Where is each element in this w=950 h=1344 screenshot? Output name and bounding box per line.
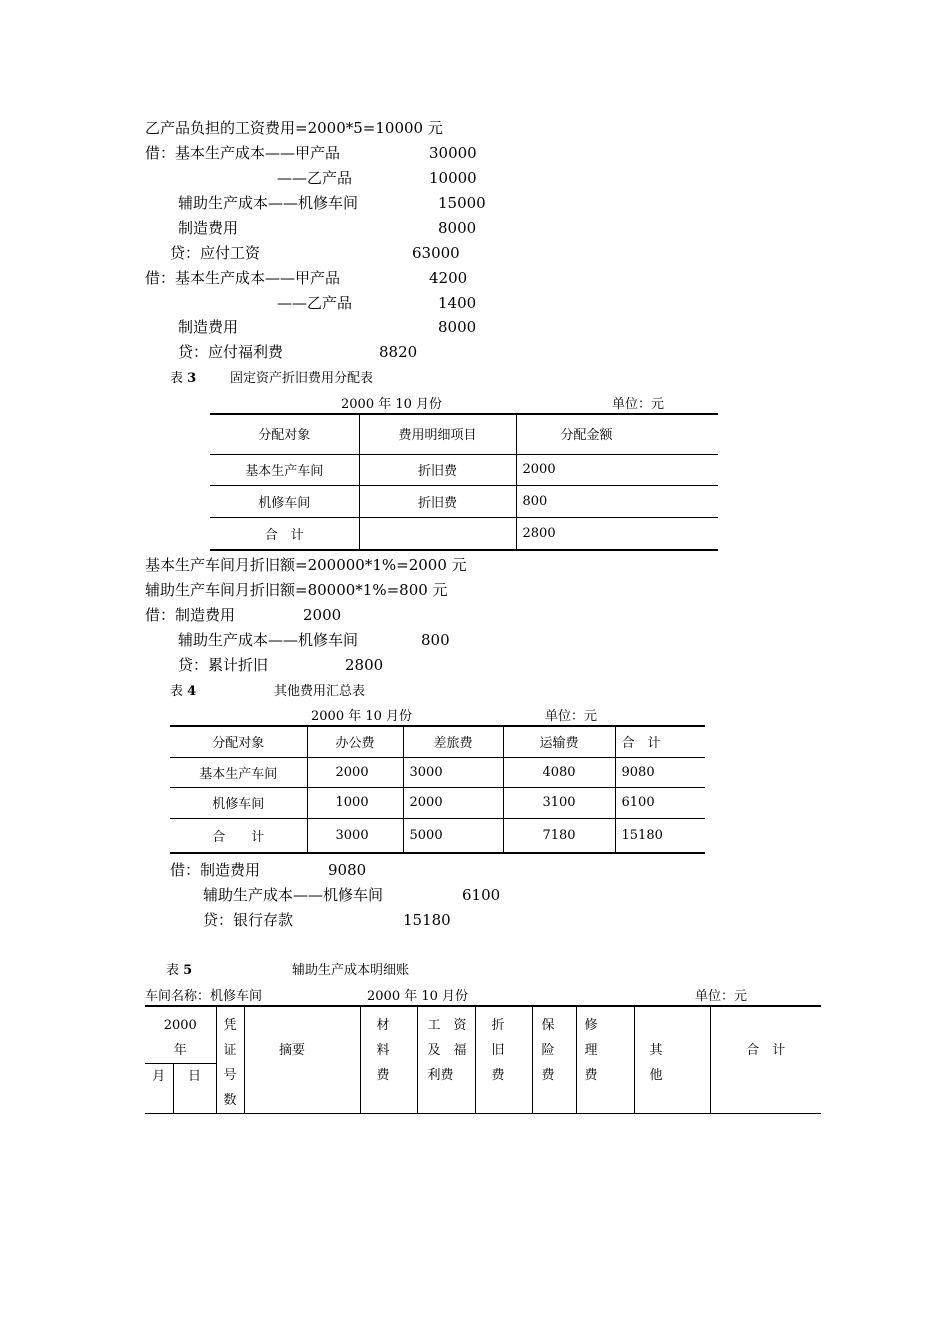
depreciation-header (475, 1006, 532, 1114)
table-row (170, 787, 705, 818)
column-header: 办公费 (307, 726, 403, 757)
column-header: 分配对象 (258, 428, 311, 443)
entry-account: ——乙产品 (277, 169, 353, 187)
month-header: 月 (145, 1064, 173, 1114)
header-char: 费 (491, 1068, 505, 1083)
workshop-name: 车间名称：机修车间 (145, 989, 263, 1004)
table-cell (359, 517, 516, 550)
header-char: 号 (223, 1068, 237, 1083)
table-cell: 5000 (403, 818, 503, 853)
entry-amount: 8000 (438, 318, 477, 336)
table-row (210, 454, 718, 485)
table-row (210, 485, 718, 517)
entry-account: 贷：银行存款 (203, 911, 294, 929)
year-header (145, 1006, 216, 1064)
material-header (360, 1006, 417, 1114)
entry-account: 贷：应付工资 (170, 244, 261, 262)
year-value: 2000 (163, 1018, 197, 1033)
entry-account: 辅助生产成本——机修车间 (203, 886, 384, 904)
table-cell: 机修车间 (210, 485, 359, 517)
table-cell: 2000 (516, 454, 718, 485)
column-header: 合 计 (615, 726, 705, 757)
entry-amount: 6100 (462, 886, 501, 904)
header-char: 材 (376, 1018, 390, 1033)
header-char: 旧 (491, 1043, 505, 1058)
total-header: 合 计 (710, 1006, 821, 1114)
header-char: 修 (584, 1018, 598, 1033)
header-char: 折 (491, 1018, 505, 1033)
depreciation-table (210, 413, 718, 551)
table-cell: 9080 (615, 757, 705, 787)
table-row (170, 818, 705, 853)
auxiliary-cost-ledger (145, 1005, 821, 1114)
column-header: 分配金额 (516, 414, 718, 454)
entry-account: 辅助生产成本——机修车间 (178, 631, 359, 649)
other-header (634, 1006, 710, 1114)
text-line: 基本生产车间月折旧额=200000*1%=2000 元 (145, 556, 467, 574)
table-cell: 2800 (516, 517, 718, 550)
summary-header: 摘要 (244, 1006, 360, 1114)
table-cell: 3000 (307, 818, 403, 853)
table-cell: 2000 (403, 787, 503, 818)
voucher-header (216, 1006, 244, 1114)
entry-amount: 15180 (403, 911, 451, 929)
table-title: 其他费用汇总表 (274, 684, 366, 699)
entry-amount: 1400 (438, 294, 477, 312)
entry-amount: 30000 (429, 144, 477, 162)
entry-account: 贷：应付福利费 (178, 343, 284, 361)
year-label: 年 (173, 1043, 187, 1058)
entry-account: 制造费用 (178, 318, 239, 336)
header-char: 数 (223, 1093, 237, 1108)
table-title: 辅助生产成本明细账 (292, 963, 410, 978)
table-row (170, 757, 705, 787)
table-cell: 800 (516, 485, 718, 517)
other-expenses-table (170, 725, 705, 854)
entry-account: 制造费用 (178, 219, 239, 237)
entry-account: 辅助生产成本——机修车间 (178, 194, 359, 212)
table-cell: 合 计 (210, 517, 359, 550)
table-cell: 7180 (503, 818, 615, 853)
entry-account: 借：基本生产成本——甲产品 (145, 144, 341, 162)
table-caption: 表 5 (166, 963, 193, 978)
header-char: 凭 (223, 1018, 237, 1033)
column-header: 运输费 (503, 726, 615, 757)
header-char: 费 (376, 1068, 390, 1083)
table-period: 2000 年 10 月份 (311, 709, 413, 724)
table-title: 固定资产折旧费用分配表 (230, 371, 374, 386)
entry-account: 贷：累计折旧 (178, 656, 269, 674)
entry-amount: 2800 (345, 656, 384, 674)
header-char: 他 (649, 1068, 663, 1083)
wage-header (417, 1006, 475, 1114)
header-char: 保 (541, 1018, 555, 1033)
entry-amount: 9080 (328, 861, 367, 879)
header-char: 险 (541, 1043, 555, 1058)
table-caption: 表 3 (170, 371, 197, 386)
header-char: 理 (584, 1043, 598, 1058)
table-unit: 单位：元 (545, 709, 598, 724)
header-char: 费 (584, 1068, 598, 1083)
header-char: 其 (649, 1043, 663, 1058)
text-line: 乙产品负担的工资费用=2000*5=10000 元 (145, 119, 443, 137)
entry-amount: 800 (421, 631, 450, 649)
table-cell: 1000 (307, 787, 403, 818)
table-cell: 折旧费 (359, 454, 516, 485)
header-char: 料 (376, 1043, 390, 1058)
entry-amount: 10000 (429, 169, 477, 187)
table-cell: 2000 (307, 757, 403, 787)
table-period: 2000 年 10 月份 (341, 397, 443, 412)
column-header: 分配对象 (212, 736, 265, 752)
header-char: 费 (541, 1068, 555, 1083)
table-row (210, 517, 718, 550)
text-line: 辅助生产车间月折旧额=80000*1%=800 元 (145, 581, 448, 599)
column-header: 费用明细项目 (359, 414, 516, 454)
entry-amount: 63000 (412, 244, 460, 262)
table-caption: 表 4 (170, 684, 197, 699)
entry-amount: 15000 (438, 194, 486, 212)
entry-amount: 2000 (303, 606, 342, 624)
table-cell: 15180 (615, 818, 705, 853)
entry-account: ——乙产品 (277, 294, 353, 312)
table-unit: 单位：元 (695, 989, 748, 1004)
table-cell: 6100 (615, 787, 705, 818)
day-header: 日 (173, 1064, 216, 1114)
table-unit: 单位：元 (612, 397, 665, 412)
table-cell: 合 计 (170, 818, 307, 853)
header-char: 及 福 (427, 1043, 467, 1058)
entry-amount: 8000 (438, 219, 477, 237)
header-char: 证 (223, 1043, 237, 1058)
column-header: 差旅费 (403, 726, 503, 757)
entry-account: 借：制造费用 (170, 861, 261, 879)
table-period: 2000 年 10 月份 (367, 989, 469, 1004)
table-cell: 3100 (503, 787, 615, 818)
entry-account: 借：制造费用 (145, 606, 236, 624)
table-cell: 3000 (403, 757, 503, 787)
entry-amount: 4200 (429, 269, 468, 287)
header-char: 利费 (427, 1068, 454, 1083)
table-cell: 机修车间 (170, 787, 307, 818)
entry-account: 借：基本生产成本——甲产品 (145, 269, 341, 287)
table-cell: 折旧费 (359, 485, 516, 517)
table-cell: 基本生产车间 (210, 454, 359, 485)
entry-amount: 8820 (379, 343, 418, 361)
repair-header (576, 1006, 634, 1114)
table-cell: 4080 (503, 757, 615, 787)
header-char: 工 资 (427, 1018, 467, 1033)
insurance-header (532, 1006, 576, 1114)
table-cell: 基本生产车间 (170, 757, 307, 787)
